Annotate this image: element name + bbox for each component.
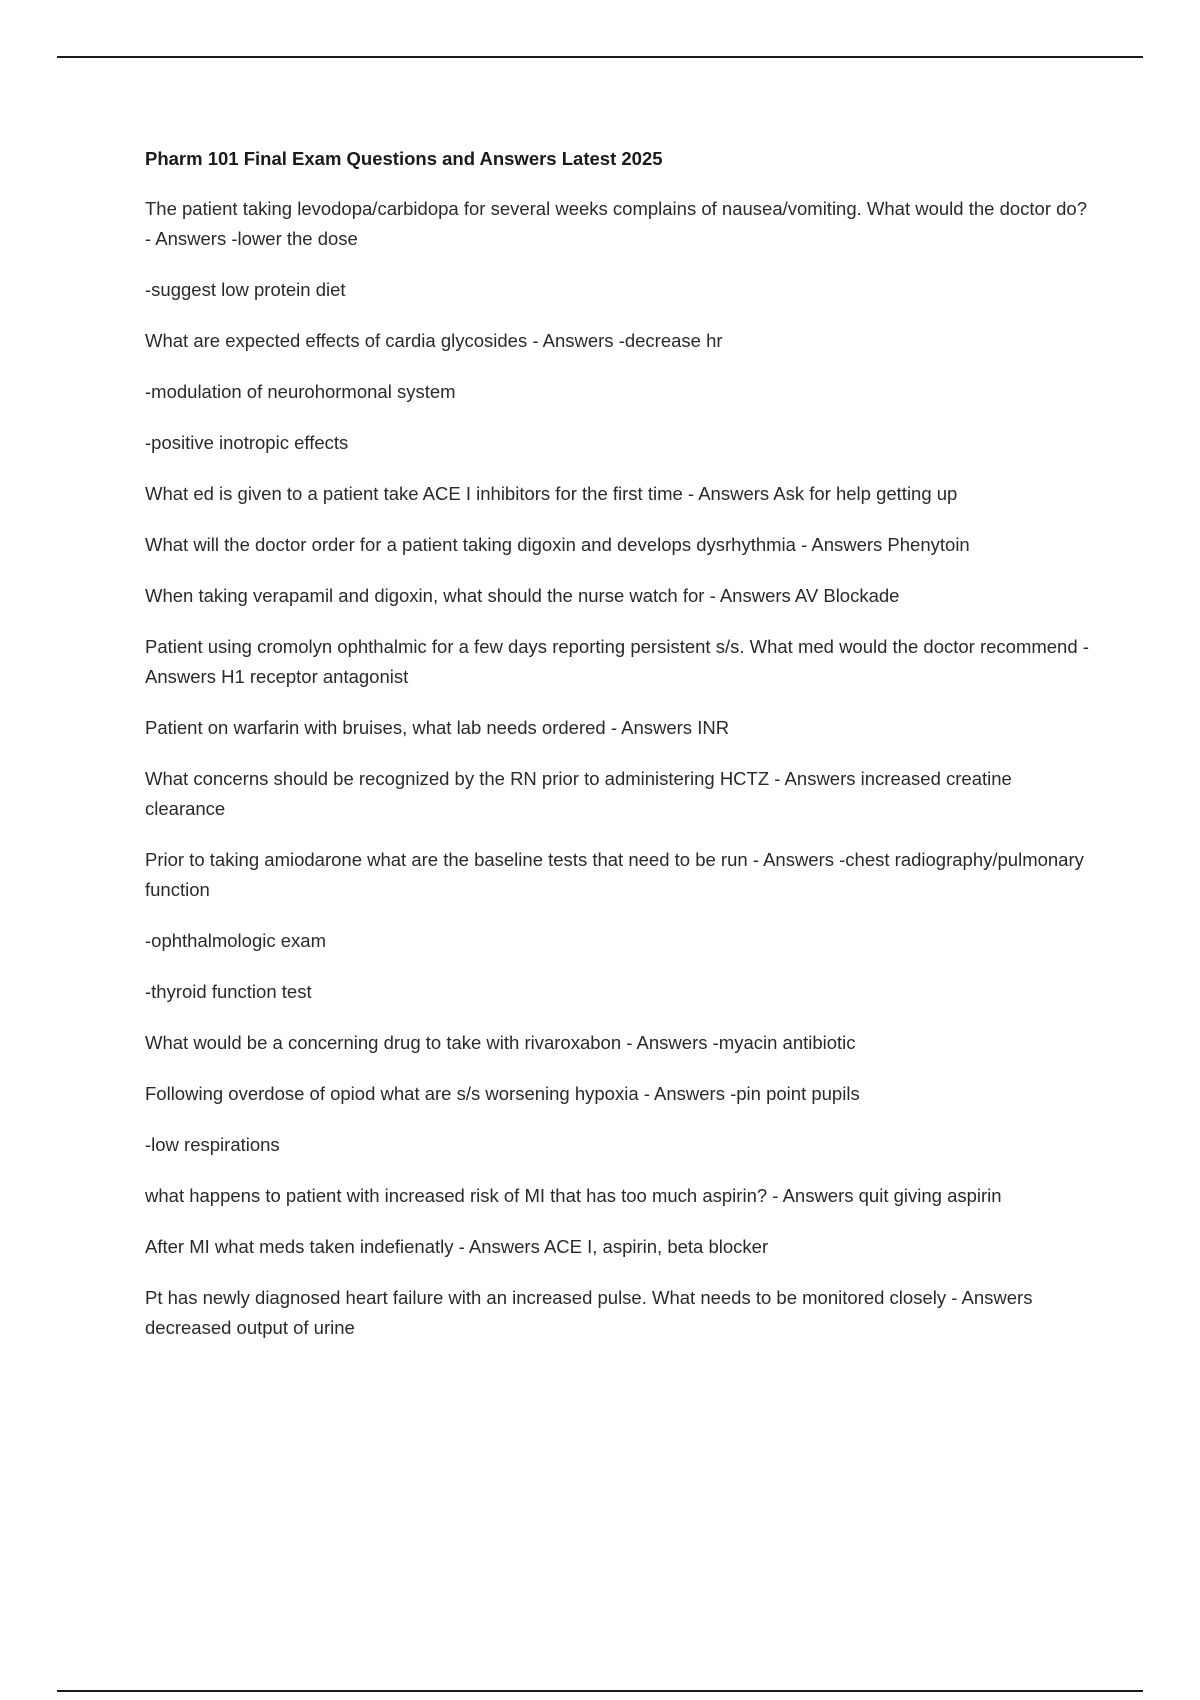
qa-paragraph: Patient on warfarin with bruises, what lab needs ordered - Answers INR (145, 717, 730, 738)
qa-paragraph: -positive inotropic effects (145, 432, 349, 453)
qa-paragraph: -thyroid function test (145, 981, 312, 1002)
header-rule (57, 56, 1143, 58)
qa-paragraph: Pt has newly diagnosed heart failure with an increased pulse. What needs to be monitored closely - Answers decreased output of urine (145, 1287, 1033, 1338)
qa-paragraph: What are expected effects of cardia glycosides - Answers -decrease hr (145, 330, 723, 351)
document-body (145, 146, 1095, 1364)
qa-paragraph: What concerns should be recognized by the RN prior to administering HCTZ - Answers increased creatine clearance (145, 768, 1012, 819)
footer-rule (57, 1690, 1143, 1692)
qa-paragraph: -ophthalmologic exam (145, 930, 326, 951)
qa-paragraph: -low respirations (145, 1134, 280, 1155)
qa-paragraph: Following overdose of opiod what are s/s worsening hypoxia - Answers -pin point pupils (145, 1083, 860, 1104)
document-title: Pharm 101 Final Exam Questions and Answers Latest 2025 (145, 148, 663, 169)
qa-paragraph: Prior to taking amiodarone what are the baseline tests that need to be run - Answers -chest radiography/pulmonary function (145, 849, 1084, 900)
qa-paragraph: -modulation of neurohormonal system (145, 381, 456, 402)
qa-paragraph: What will the doctor order for a patient taking digoxin and develops dysrhythmia - Answers Phenytoin (145, 534, 970, 555)
qa-paragraph: -suggest low protein diet (145, 279, 346, 300)
qa-paragraph: After MI what meds taken indefienatly - Answers ACE I, aspirin, beta blocker (145, 1236, 769, 1257)
qa-paragraph: What would be a concerning drug to take with rivaroxabon - Answers -myacin antibiotic (145, 1032, 856, 1053)
qa-paragraph: What ed is given to a patient take ACE I inhibitors for the first time - Answers Ask for help getting up (145, 483, 958, 504)
qa-paragraph: what happens to patient with increased risk of MI that has too much aspirin? - Answers quit giving aspirin (145, 1185, 1002, 1206)
qa-paragraph: The patient taking levodopa/carbidopa for several weeks complains of nausea/vomiting. What would the doctor do? - Answers -lower the dose (145, 198, 1087, 249)
qa-paragraph: Patient using cromolyn ophthalmic for a few days reporting persistent s/s. What med would the doctor recommend - Answers H1 receptor antagonist (145, 636, 1089, 687)
qa-paragraph: When taking verapamil and digoxin, what should the nurse watch for - Answers AV Blockade (145, 585, 900, 606)
